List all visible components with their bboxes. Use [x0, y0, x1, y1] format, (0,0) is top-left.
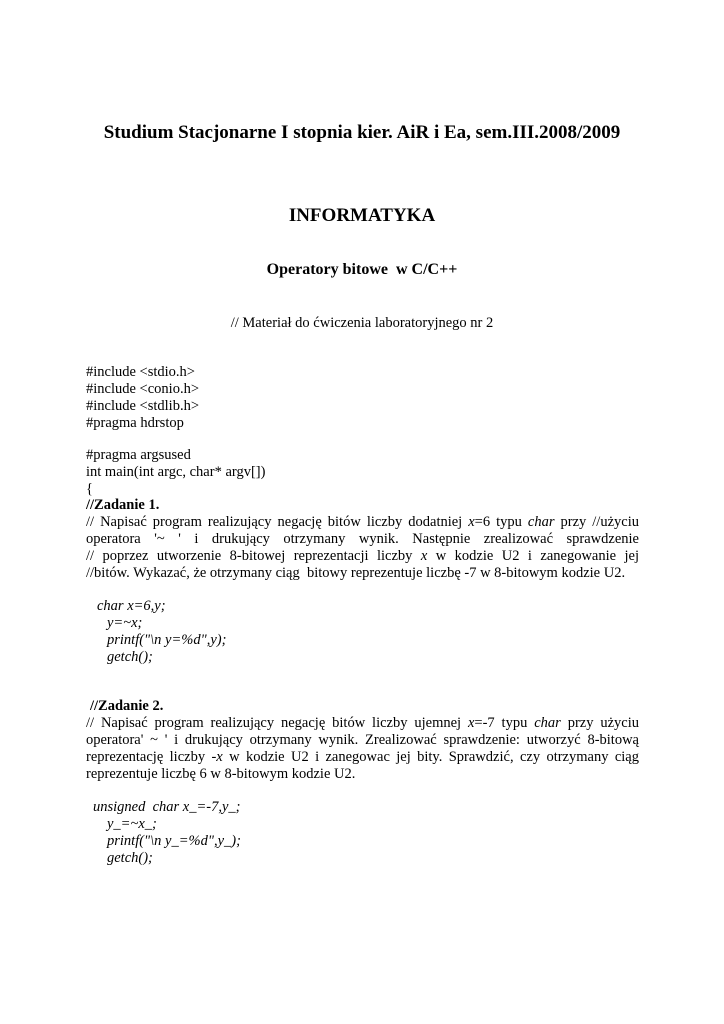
task2-description-line2: operatora' ~ ' i drukujący otrzymany wynik. Zrealizować sprawdzenie: utworzyć 8-bitową	[86, 732, 639, 748]
task2-code-line: getch();	[107, 850, 153, 866]
pragma-line: #pragma argsused	[86, 447, 191, 463]
task1-description-line3: // poprzez utworzenie 8-bitowej reprezentacji liczby x w kodzie U2 i zanegowanie jej	[86, 548, 640, 564]
task2-code-line: y_=~x_;	[107, 816, 157, 832]
main-signature: int main(int argc, char* argv[])	[86, 464, 266, 480]
task1-description-line1: // Napisać program realizujący negację bitów liczby dodatniej x=6 typu char przy //użyciu	[86, 514, 639, 530]
task2-description-line4: reprezentuje liczbę 6 w 8-bitowym kodzie U2.	[86, 766, 356, 782]
course-line: Studium Stacjonarne I stopnia kier. AiR i Ea, sem.III.2008/2009	[103, 122, 621, 143]
task1-code-line: y=~x;	[107, 615, 143, 631]
include-line: #include <stdio.h>	[86, 364, 195, 380]
include-line: #include <conio.h>	[86, 381, 199, 397]
task2-title: //Zadanie 2.	[90, 698, 164, 714]
open-brace: {	[86, 481, 93, 497]
task1-description-line4: //bitów. Wykazać, że otrzymany ciąg bitowy reprezentuje liczbę -7 w 8-bitowym kodzie U2.	[86, 565, 626, 581]
task1-code-line: printf("\n y=%d",y);	[107, 632, 227, 648]
task2-description-line1: // Napisać program realizujący negację bitów liczby ujemnej x=-7 typu char przy użyciu	[86, 715, 639, 731]
task1-description-line2: operatora '~ ' i drukujący otrzymany wynik. Następnie zrealizować sprawdzenie	[86, 531, 639, 547]
task1-title: //Zadanie 1.	[86, 497, 160, 513]
topic-title: Operatory bitowe w C/C++	[266, 261, 458, 278]
task1-code-line: char x=6,y;	[97, 598, 166, 614]
pragma-line: #pragma hdrstop	[86, 415, 184, 431]
task2-code-line: printf("\n y_=%d",y_);	[107, 833, 241, 849]
task1-code-line: getch();	[107, 649, 153, 665]
task2-description-line3: reprezentację liczby -x w kodzie U2 i zanegowac jej bity. Sprawdzić, czy otrzymany ciąg	[86, 749, 639, 765]
lab-note: // Materiał do ćwiczenia laboratoryjnego nr 2	[230, 315, 494, 331]
task2-code-line: unsigned char x_=-7,y_;	[93, 799, 241, 815]
subject-title: INFORMATYKA	[288, 205, 436, 226]
include-line: #include <stdlib.h>	[86, 398, 200, 414]
